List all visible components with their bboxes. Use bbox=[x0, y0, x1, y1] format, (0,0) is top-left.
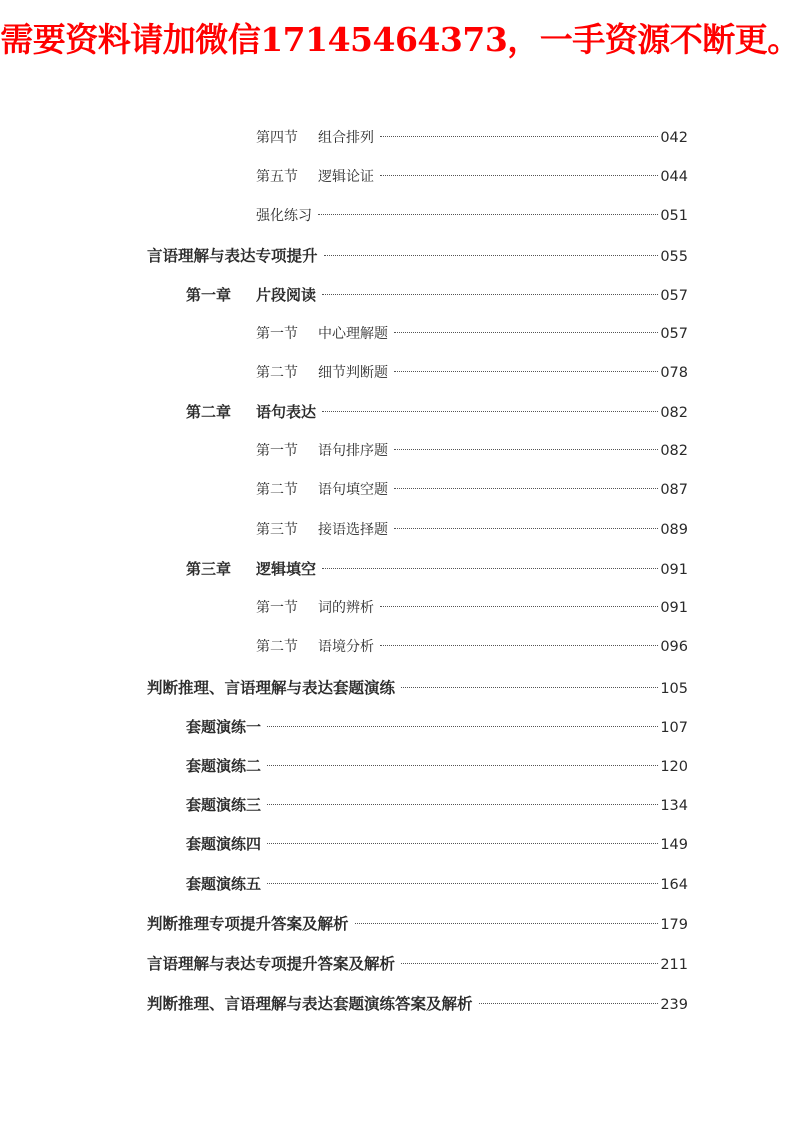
toc-entry-title: 组合排列 bbox=[318, 130, 374, 146]
dot-leader bbox=[322, 568, 658, 569]
toc-entry-title: 判断推理、言语理解与表达套题演练答案及解析 bbox=[147, 995, 473, 1013]
toc-entry-number: 第一章 bbox=[186, 286, 232, 304]
toc-entry-number: 第一节 bbox=[256, 600, 298, 616]
toc-entry-number: 第二节 bbox=[256, 365, 298, 381]
toc-entry-page: 239 bbox=[660, 997, 688, 1013]
dot-leader bbox=[380, 606, 658, 607]
toc-entry-number: 第一节 bbox=[256, 326, 298, 342]
toc-entry-title: 语句排序题 bbox=[318, 443, 388, 459]
toc-entry-title: 片段阅读 bbox=[256, 286, 317, 304]
toc-entry-title: 套题演练五 bbox=[186, 875, 262, 893]
toc-entry-number: 第二节 bbox=[256, 639, 298, 655]
dot-leader bbox=[267, 804, 658, 805]
dot-leader bbox=[401, 687, 658, 688]
toc-entry-chapter[interactable] bbox=[186, 283, 688, 307]
toc-entry-page: 089 bbox=[660, 522, 688, 538]
dot-leader bbox=[380, 136, 658, 137]
toc-entry-number: 第三节 bbox=[256, 522, 298, 538]
toc-entry-page: 057 bbox=[660, 288, 688, 304]
toc-entry-section[interactable] bbox=[256, 635, 688, 659]
toc-entry-number: 第一节 bbox=[256, 443, 298, 459]
toc-entry-page: 120 bbox=[660, 759, 688, 775]
toc-entry-section[interactable] bbox=[256, 361, 688, 385]
toc-entry-section[interactable] bbox=[256, 204, 688, 228]
dot-leader bbox=[380, 645, 658, 646]
toc-entry-part[interactable] bbox=[147, 992, 688, 1016]
toc-entry-section[interactable] bbox=[256, 439, 688, 463]
toc-entry-part[interactable] bbox=[147, 952, 688, 976]
toc-entry-title: 逻辑论证 bbox=[318, 169, 374, 185]
dot-leader bbox=[394, 449, 658, 450]
toc-entry-page: 051 bbox=[660, 208, 688, 224]
toc-entry-page: 091 bbox=[660, 600, 688, 616]
toc-entry-page: 164 bbox=[660, 877, 688, 893]
toc-entry-page: 078 bbox=[660, 365, 688, 381]
dot-leader bbox=[267, 883, 658, 884]
dot-leader bbox=[318, 214, 658, 215]
dot-leader bbox=[394, 371, 658, 372]
toc-entry-number: 第四节 bbox=[256, 130, 298, 146]
toc-entry-page: 211 bbox=[660, 957, 688, 973]
toc-entry-page: 082 bbox=[660, 443, 688, 459]
toc-entry-part[interactable] bbox=[147, 912, 688, 936]
dot-leader bbox=[267, 726, 658, 727]
toc-entry-section[interactable] bbox=[256, 322, 688, 346]
dot-leader bbox=[322, 294, 658, 295]
dot-leader bbox=[394, 528, 658, 529]
toc-entry-exercise[interactable] bbox=[186, 832, 688, 856]
toc-entry-section[interactable] bbox=[256, 518, 688, 542]
toc-entry-number: 第五节 bbox=[256, 169, 298, 185]
toc-entry-section[interactable] bbox=[256, 165, 688, 189]
toc-entry-title: 语境分析 bbox=[318, 639, 374, 655]
watermark-banner: 需要资料请加微信17145464373，一手资源不断更。 bbox=[0, 20, 800, 59]
toc-entry-title: 强化练习 bbox=[256, 208, 312, 224]
dot-leader bbox=[394, 332, 658, 333]
toc-entry-page: 096 bbox=[660, 639, 688, 655]
toc-entry-number: 第三章 bbox=[186, 560, 232, 578]
toc-entry-title: 判断推理专项提升答案及解析 bbox=[147, 915, 349, 933]
toc-entry-number: 第二节 bbox=[256, 482, 298, 498]
toc-entry-exercise[interactable] bbox=[186, 715, 688, 739]
toc-entry-page: 179 bbox=[660, 917, 688, 933]
dot-leader bbox=[267, 765, 658, 766]
toc-entry-section[interactable] bbox=[256, 126, 688, 150]
toc-entry-exercise[interactable] bbox=[186, 793, 688, 817]
dot-leader bbox=[355, 923, 659, 924]
toc-entry-title: 中心理解题 bbox=[318, 326, 388, 342]
toc-entry-title: 接语选择题 bbox=[318, 522, 388, 538]
toc-entry-title: 言语理解与表达专项提升 bbox=[147, 247, 318, 265]
dot-leader bbox=[479, 1003, 659, 1004]
toc-entry-title: 语句填空题 bbox=[318, 482, 388, 498]
toc-entry-title: 套题演练四 bbox=[186, 835, 262, 853]
toc-entry-exercise[interactable] bbox=[186, 754, 688, 778]
toc-entry-page: 091 bbox=[660, 562, 688, 578]
toc-entry-title: 细节判断题 bbox=[318, 365, 388, 381]
toc-entry-page: 105 bbox=[660, 681, 688, 697]
toc-entry-page: 134 bbox=[660, 798, 688, 814]
toc-entry-title: 套题演练三 bbox=[186, 796, 262, 814]
toc-entry-exercise[interactable] bbox=[186, 872, 688, 896]
dot-leader bbox=[322, 411, 658, 412]
toc-entry-title: 言语理解与表达专项提升答案及解析 bbox=[147, 955, 396, 973]
toc-entry-title: 套题演练二 bbox=[186, 757, 262, 775]
toc-entry-part[interactable] bbox=[147, 244, 688, 268]
dot-leader bbox=[380, 175, 658, 176]
toc-entry-part[interactable] bbox=[147, 676, 688, 700]
toc-entry-section[interactable] bbox=[256, 478, 688, 502]
toc-entry-title: 词的辨析 bbox=[318, 600, 374, 616]
toc-entry-page: 087 bbox=[660, 482, 688, 498]
toc-entry-page: 082 bbox=[660, 405, 688, 421]
dot-leader bbox=[324, 255, 659, 256]
toc-entry-page: 044 bbox=[660, 169, 688, 185]
toc-entry-number: 第二章 bbox=[186, 403, 232, 421]
dot-leader bbox=[401, 963, 658, 964]
dot-leader bbox=[267, 843, 658, 844]
toc-entry-chapter[interactable] bbox=[186, 400, 688, 424]
dot-leader bbox=[394, 488, 658, 489]
toc-entry-title: 套题演练一 bbox=[186, 718, 262, 736]
toc-entry-page: 057 bbox=[660, 326, 688, 342]
toc-entry-page: 042 bbox=[660, 130, 688, 146]
toc-entry-title: 判断推理、言语理解与表达套题演练 bbox=[147, 679, 396, 697]
toc-entry-section[interactable] bbox=[256, 596, 688, 620]
toc-entry-title: 逻辑填空 bbox=[256, 560, 317, 578]
toc-entry-page: 149 bbox=[660, 837, 688, 853]
toc-entry-page: 055 bbox=[660, 249, 688, 265]
toc-entry-page: 107 bbox=[660, 720, 688, 736]
toc-entry-title: 语句表达 bbox=[256, 403, 317, 421]
toc-entry-chapter[interactable] bbox=[186, 557, 688, 581]
